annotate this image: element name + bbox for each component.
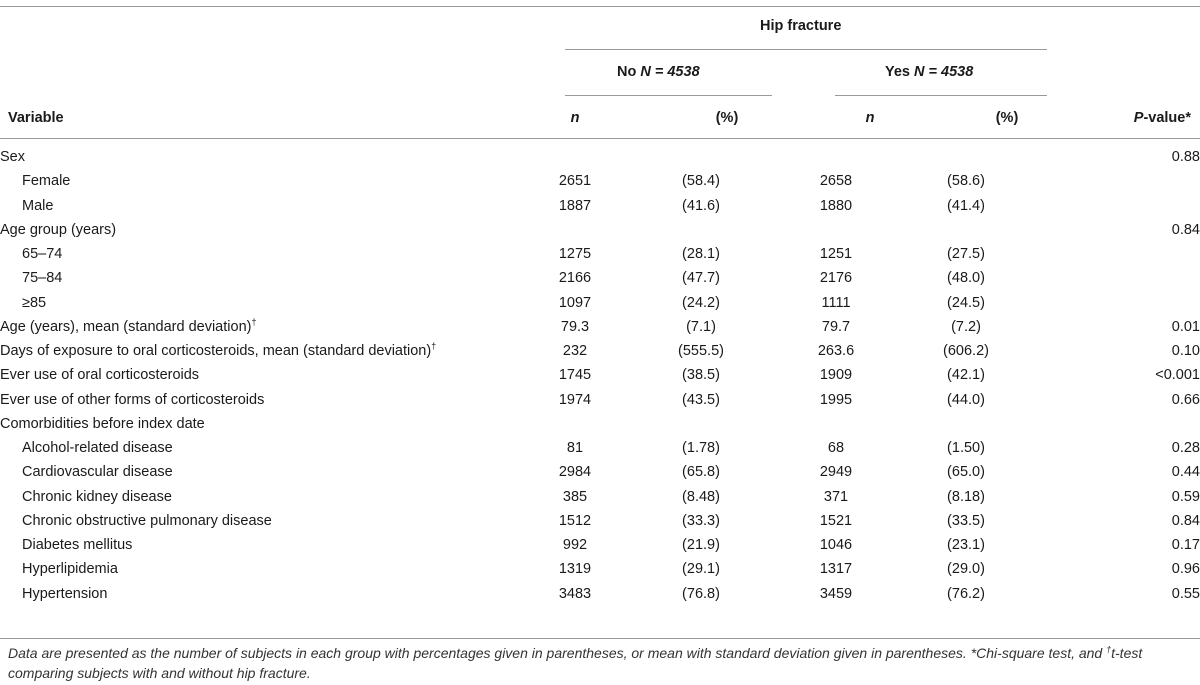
table-row bbox=[0, 509, 1200, 533]
no-n-cell: 2651 bbox=[558, 173, 592, 190]
no-group-header: No N = 4538 bbox=[617, 64, 700, 80]
variable-cell: Ever use of oral corticosteroids bbox=[0, 367, 200, 384]
yes-n-cell: 1995 bbox=[819, 391, 853, 408]
no-n-cell: 385 bbox=[562, 488, 588, 505]
yes-pct-cell bbox=[920, 218, 1012, 242]
table-row bbox=[0, 460, 1200, 484]
variable-cell: Age (years), mean (standard deviation)† bbox=[0, 317, 257, 335]
yes-pct-cell: (42.1) bbox=[947, 367, 985, 384]
yes-n-cell: 1909 bbox=[819, 367, 853, 384]
p-value-cell: 0.96 bbox=[1171, 561, 1200, 578]
yes-pct-cell: (65.0) bbox=[947, 464, 985, 481]
yes-n-cell: 2658 bbox=[819, 173, 853, 190]
no-pct-cell: (47.7) bbox=[682, 270, 720, 287]
top-rule bbox=[0, 6, 1200, 7]
yes-pct-cell bbox=[920, 145, 1012, 169]
footnote: Data are presented as the number of subjects in each group with percentages given in parentheses, or mean with standard deviation given in parentheses. *Chi-square test, and †t-test comparing subjects with and without hip fracture. bbox=[8, 644, 1143, 681]
yes-n-cell: 3459 bbox=[819, 585, 853, 602]
variable-header: Variable bbox=[8, 110, 64, 126]
variable-cell: 65–74 bbox=[22, 246, 63, 263]
variable-cell: Alcohol-related disease bbox=[22, 440, 173, 457]
variable-cell: Female bbox=[22, 173, 71, 190]
yes-pct-cell: (23.1) bbox=[947, 537, 985, 554]
p-value-cell bbox=[1012, 291, 1200, 315]
variable-cell: 75–84 bbox=[22, 270, 63, 287]
no-pct-cell: (7.1) bbox=[686, 318, 716, 335]
p-value-cell: <0.001 bbox=[1155, 367, 1200, 384]
yes-pct-cell: (41.4) bbox=[947, 197, 985, 214]
yes-pct-cell: (7.2) bbox=[951, 318, 981, 335]
table-row bbox=[0, 363, 1200, 387]
table-row bbox=[0, 582, 1200, 606]
no-n-cell: 1319 bbox=[558, 561, 592, 578]
no-pct-cell: (38.5) bbox=[682, 367, 720, 384]
variable-cell: Male bbox=[22, 197, 54, 214]
no-group-rule bbox=[565, 95, 772, 96]
p-value-cell: 0.44 bbox=[1171, 464, 1200, 481]
p-value-cell: 0.59 bbox=[1171, 488, 1200, 505]
no-n-cell: 81 bbox=[566, 440, 584, 457]
no-pct-cell: (8.48) bbox=[682, 488, 720, 505]
table-row bbox=[0, 339, 1200, 363]
no-pct-cell: (29.1) bbox=[682, 561, 720, 578]
yes-pct-cell: (606.2) bbox=[943, 343, 989, 360]
p-value-cell: 0.84 bbox=[1171, 512, 1200, 529]
p-value-cell bbox=[1012, 242, 1200, 266]
yes-pct-cell: (24.5) bbox=[947, 294, 985, 311]
table-row bbox=[0, 533, 1200, 557]
yes-n-cell: 2176 bbox=[819, 270, 853, 287]
yes-n-cell: 2949 bbox=[819, 464, 853, 481]
p-value-cell: 0.01 bbox=[1171, 318, 1200, 335]
table-row bbox=[0, 436, 1200, 460]
variable-cell: Chronic obstructive pulmonary disease bbox=[22, 512, 272, 529]
yes-pct-cell bbox=[920, 412, 1012, 436]
p-value-cell bbox=[1012, 194, 1200, 218]
variable-cell: ≥85 bbox=[22, 294, 47, 311]
no-n-cell: 79.3 bbox=[560, 318, 590, 335]
no-pct-cell: (21.9) bbox=[682, 537, 720, 554]
variable-cell: Hyperlipidemia bbox=[22, 561, 118, 578]
yes-n-cell: 263.6 bbox=[817, 343, 855, 360]
p-value-cell: 0.55 bbox=[1171, 585, 1200, 602]
yes-n-cell: 1251 bbox=[819, 246, 853, 263]
table-row bbox=[0, 169, 1200, 193]
yes-n-cell: 371 bbox=[823, 488, 849, 505]
no-n-cell: 1974 bbox=[558, 391, 592, 408]
variable-cell: Days of exposure to oral corticosteroids, mean (standard deviation)† bbox=[0, 341, 437, 360]
table-body bbox=[0, 145, 1200, 606]
table-row bbox=[0, 145, 1200, 169]
no-pct-cell: (41.6) bbox=[682, 197, 720, 214]
yes-pct-cell: (29.0) bbox=[947, 561, 985, 578]
yes-n-cell: 1880 bbox=[819, 197, 853, 214]
p-value-cell: 0.28 bbox=[1171, 440, 1200, 457]
yes-n-cell: 68 bbox=[827, 440, 845, 457]
variable-cell: Cardiovascular disease bbox=[22, 464, 173, 481]
variable-cell: Chronic kidney disease bbox=[22, 488, 172, 505]
yes-n-cell bbox=[752, 218, 920, 242]
table-row bbox=[0, 266, 1200, 290]
no-n-cell: 1275 bbox=[558, 246, 592, 263]
table-row bbox=[0, 315, 1200, 339]
yes-pct-cell: (1.50) bbox=[947, 440, 985, 457]
p-value-cell: 0.10 bbox=[1171, 343, 1200, 360]
yes-n-cell: 79.7 bbox=[821, 318, 851, 335]
yes-group-header: Yes N = 4538 bbox=[885, 64, 974, 80]
table-row bbox=[0, 242, 1200, 266]
no-pct-cell: (33.3) bbox=[682, 512, 720, 529]
no-n-cell bbox=[500, 218, 650, 242]
no-pct-header: (%) bbox=[715, 110, 739, 126]
data-table bbox=[0, 145, 1200, 606]
table-row bbox=[0, 291, 1200, 315]
no-pct-cell: (65.8) bbox=[682, 464, 720, 481]
no-pct-cell: (24.2) bbox=[682, 294, 720, 311]
no-n-cell: 1887 bbox=[558, 197, 592, 214]
no-n-cell: 232 bbox=[562, 343, 588, 360]
yes-pct-cell: (58.6) bbox=[947, 173, 985, 190]
group-title: Hip fracture bbox=[760, 18, 842, 34]
variable-cell: Comorbidities before index date bbox=[0, 415, 205, 432]
no-n-cell: 2984 bbox=[558, 464, 592, 481]
yes-pct-cell: (44.0) bbox=[947, 391, 985, 408]
p-value-header: P-value* bbox=[1133, 110, 1191, 126]
variable-cell: Sex bbox=[0, 149, 25, 166]
p-value-cell: 0.88 bbox=[1171, 149, 1200, 166]
variable-cell: Hypertension bbox=[22, 585, 108, 602]
p-value-cell bbox=[1012, 169, 1200, 193]
no-pct-cell: (555.5) bbox=[678, 343, 724, 360]
table-row bbox=[0, 485, 1200, 509]
yes-n-cell: 1046 bbox=[819, 537, 853, 554]
table-row bbox=[0, 388, 1200, 412]
no-n-cell bbox=[500, 145, 650, 169]
no-pct-cell: (58.4) bbox=[682, 173, 720, 190]
table-row bbox=[0, 557, 1200, 581]
no-n-cell bbox=[500, 412, 650, 436]
no-pct-cell: (1.78) bbox=[682, 440, 720, 457]
no-pct-cell: (28.1) bbox=[682, 246, 720, 263]
yes-n-cell bbox=[752, 412, 920, 436]
no-pct-cell bbox=[650, 412, 752, 436]
yes-pct-cell: (27.5) bbox=[947, 246, 985, 263]
yes-pct-cell: (8.18) bbox=[947, 488, 985, 505]
no-pct-cell: (76.8) bbox=[682, 585, 720, 602]
yes-pct-cell: (33.5) bbox=[947, 512, 985, 529]
table-row bbox=[0, 218, 1200, 242]
p-value-cell: 0.17 bbox=[1171, 537, 1200, 554]
no-n-cell: 1745 bbox=[558, 367, 592, 384]
no-n-header: n bbox=[570, 110, 580, 126]
p-value-cell bbox=[1012, 266, 1200, 290]
yes-pct-header: (%) bbox=[995, 110, 1019, 126]
yes-n-header: n bbox=[865, 110, 875, 126]
yes-group-rule bbox=[835, 95, 1047, 96]
group-rule bbox=[565, 49, 1047, 50]
no-n-cell: 1097 bbox=[558, 294, 592, 311]
variable-cell: Ever use of other forms of corticosteroids bbox=[0, 391, 265, 408]
p-value-cell: 0.84 bbox=[1171, 221, 1200, 238]
header-bottom-rule bbox=[0, 138, 1200, 139]
yes-pct-cell: (76.2) bbox=[947, 585, 985, 602]
variable-cell: Diabetes mellitus bbox=[22, 537, 133, 554]
variable-cell: Age group (years) bbox=[0, 221, 117, 238]
no-n-cell: 1512 bbox=[558, 512, 592, 529]
yes-n-cell bbox=[752, 145, 920, 169]
yes-n-cell: 1521 bbox=[819, 512, 853, 529]
yes-pct-cell: (48.0) bbox=[947, 270, 985, 287]
yes-n-cell: 1111 bbox=[821, 294, 851, 311]
no-pct-cell bbox=[650, 145, 752, 169]
no-n-cell: 3483 bbox=[558, 585, 592, 602]
p-value-cell: 0.66 bbox=[1171, 391, 1200, 408]
p-value-cell bbox=[1012, 412, 1200, 436]
yes-n-cell: 1317 bbox=[819, 561, 853, 578]
table-row bbox=[0, 194, 1200, 218]
bottom-rule bbox=[0, 638, 1200, 639]
no-n-cell: 992 bbox=[562, 537, 588, 554]
no-n-cell: 2166 bbox=[558, 270, 592, 287]
no-pct-cell: (43.5) bbox=[682, 391, 720, 408]
table-row bbox=[0, 412, 1200, 436]
no-pct-cell bbox=[650, 218, 752, 242]
